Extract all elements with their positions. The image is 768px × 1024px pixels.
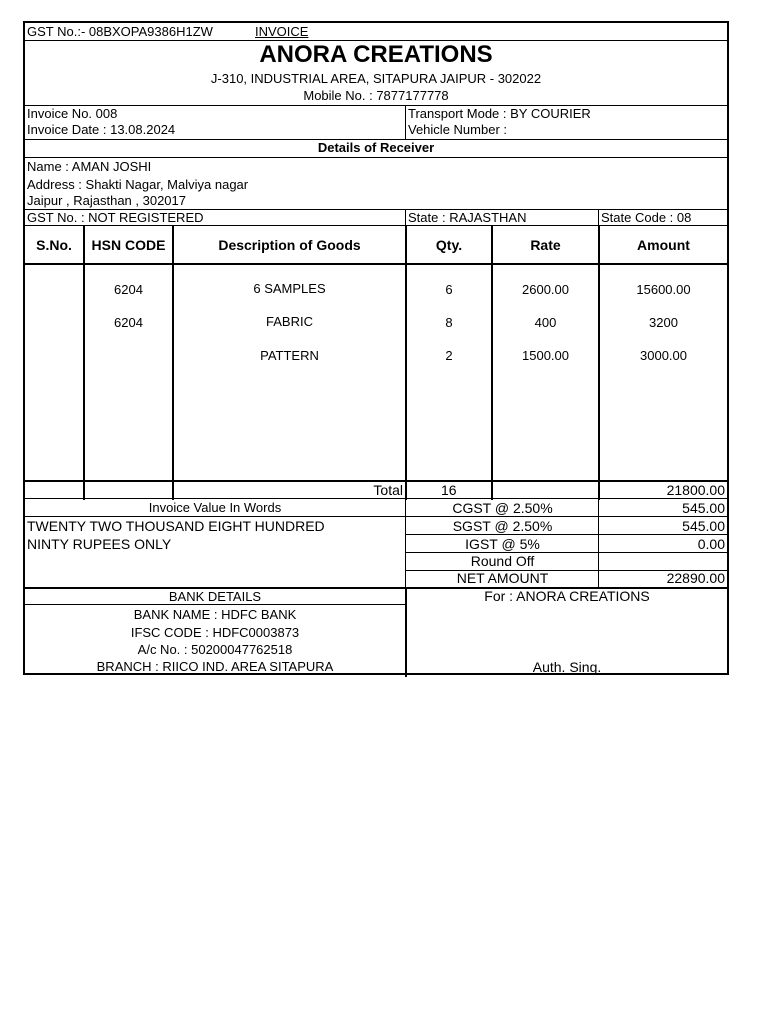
header-description: Description of Goods bbox=[218, 237, 361, 253]
bank-branch: BRANCH : RIICO IND. AREA SITAPURA bbox=[96, 659, 334, 674]
total-qty: 16 bbox=[441, 482, 457, 498]
table-header-rule bbox=[25, 263, 727, 265]
company-mobile: Mobile No. : 7877177778 bbox=[303, 88, 449, 103]
document-type: INVOICE bbox=[255, 24, 309, 39]
divider bbox=[405, 498, 406, 588]
bank-ifsc: IFSC CODE : HDFC0003873 bbox=[130, 625, 300, 640]
divider bbox=[405, 516, 727, 517]
cell-hsn: 6204 bbox=[114, 315, 143, 330]
header-rate: Rate bbox=[530, 237, 561, 253]
divider bbox=[405, 534, 727, 535]
receiver-name: Name : AMAN JOSHI bbox=[27, 159, 152, 174]
igst-value: 0.00 bbox=[697, 536, 725, 552]
cgst-label: CGST @ 2.50% bbox=[452, 500, 553, 516]
invoice-date: Invoice Date : 13.08.2024 bbox=[27, 122, 176, 137]
total-label: Total bbox=[373, 482, 403, 498]
divider bbox=[25, 157, 727, 158]
cell-amount: 15600.00 bbox=[636, 282, 691, 297]
gst-number: GST No.:- 08BXOPA9386H1ZW bbox=[27, 24, 213, 39]
sgst-value: 545.00 bbox=[682, 518, 725, 534]
divider bbox=[598, 209, 599, 226]
invoice-number: Invoice No. 008 bbox=[27, 106, 118, 121]
receiver-state-code: State Code : 08 bbox=[601, 210, 692, 225]
header-hsn: HSN CODE bbox=[91, 237, 166, 253]
cell-description: 6 SAMPLES bbox=[253, 281, 326, 296]
net-amount-label: NET AMOUNT bbox=[456, 570, 549, 586]
divider bbox=[405, 209, 406, 226]
cell-rate: 400 bbox=[534, 315, 557, 330]
divider bbox=[25, 516, 405, 517]
igst-label: IGST @ 5% bbox=[465, 536, 540, 552]
signature-for: For : ANORA CREATIONS bbox=[484, 588, 650, 604]
transport-mode: Transport Mode : BY COURIER bbox=[408, 106, 591, 121]
cell-qty: 8 bbox=[445, 315, 453, 330]
roundoff-label: Round Off bbox=[470, 553, 535, 569]
header-sno: S.No. bbox=[36, 237, 72, 253]
header-amount: Amount bbox=[637, 237, 690, 253]
cell-qty: 2 bbox=[445, 348, 453, 363]
receiver-address-line2: Jaipur , Rajasthan , 302017 bbox=[27, 193, 186, 208]
receiver-state: State : RAJASTHAN bbox=[408, 210, 527, 225]
signature-auth: Auth. Sing. bbox=[532, 659, 602, 675]
cell-qty: 6 bbox=[445, 282, 453, 297]
vehicle-number: Vehicle Number : bbox=[408, 122, 507, 137]
receiver-address-line1: Address : Shakti Nagar, Malviya nagar bbox=[27, 177, 249, 192]
bank-account: A/c No. : 50200047762518 bbox=[137, 642, 293, 657]
divider bbox=[405, 105, 406, 140]
cell-hsn: 6204 bbox=[114, 282, 143, 297]
cell-description: PATTERN bbox=[260, 348, 319, 363]
company-address: J-310, INDUSTRIAL AREA, SITAPURA JAIPUR - 302022 bbox=[210, 71, 542, 86]
cell-rate: 1500.00 bbox=[522, 348, 569, 363]
cell-amount: 3000.00 bbox=[640, 348, 687, 363]
bank-name: BANK NAME : HDFC BANK bbox=[133, 607, 297, 622]
receiver-gst: GST No. : NOT REGISTERED bbox=[27, 210, 204, 225]
cell-rate: 2600.00 bbox=[522, 282, 569, 297]
sgst-label: SGST @ 2.50% bbox=[452, 518, 553, 534]
words-line2: NINTY RUPEES ONLY bbox=[27, 536, 172, 552]
total-amount: 21800.00 bbox=[666, 482, 725, 498]
company-name: ANORA CREATIONS bbox=[259, 41, 493, 68]
header-qty: Qty. bbox=[435, 237, 463, 253]
words-heading: Invoice Value In Words bbox=[148, 500, 282, 515]
words-line1: TWENTY TWO THOUSAND EIGHT HUNDRED bbox=[27, 518, 325, 534]
cgst-value: 545.00 bbox=[682, 500, 725, 516]
bank-heading: BANK DETAILS bbox=[168, 589, 262, 604]
invoice-document bbox=[23, 21, 729, 675]
divider bbox=[25, 498, 727, 499]
cell-description: FABRIC bbox=[266, 314, 313, 329]
net-amount-value: 22890.00 bbox=[666, 570, 725, 586]
divider bbox=[25, 105, 727, 106]
cell-amount: 3200 bbox=[649, 315, 678, 330]
column-divider bbox=[83, 225, 85, 500]
receiver-heading: Details of Receiver bbox=[317, 140, 435, 155]
divider bbox=[598, 498, 599, 588]
